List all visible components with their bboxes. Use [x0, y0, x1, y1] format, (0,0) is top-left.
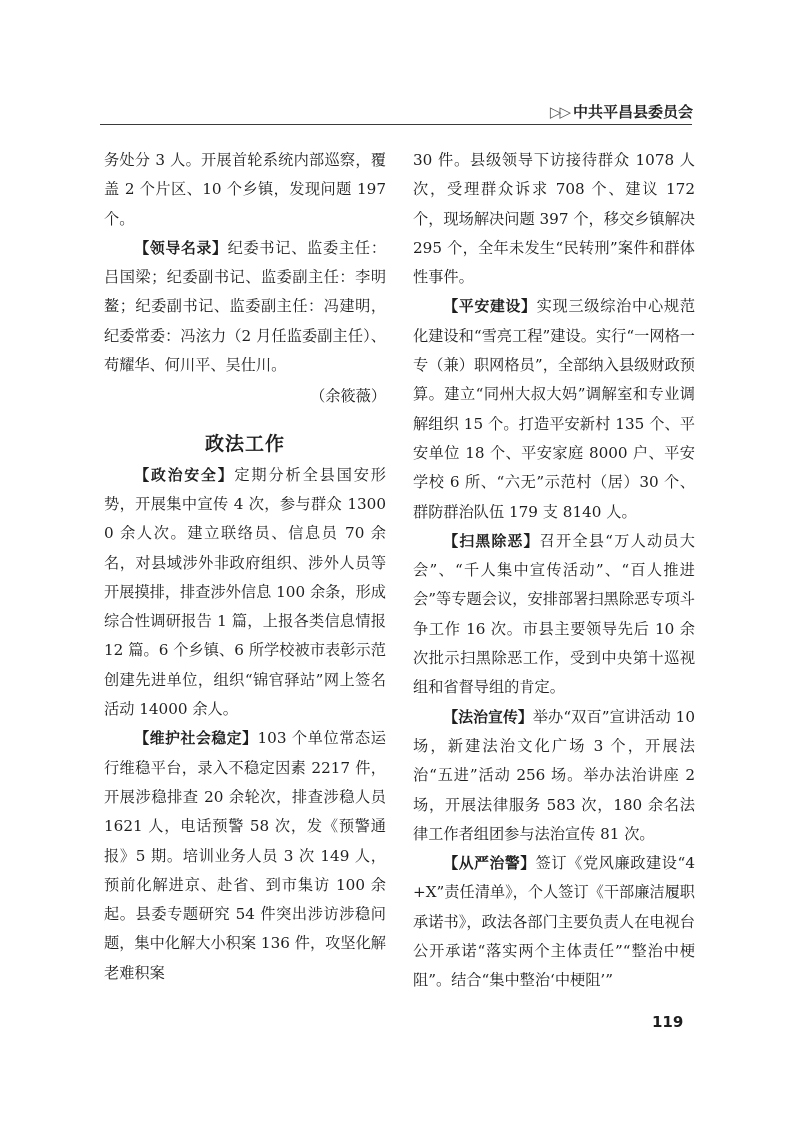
paragraph-body: 实现三级综治中心规范化建设和“雪亮工程”建设。实行“一网格一专（兼）职网格员”，全部纳入县级财政预算。建立“同州大叔大妈”调解室和专业调解组织 15 个。打造平安新村 135 个、平安单位 18 个、平安家庭 8000 户、平安学校 6 所、“六无”示范村（居）30 个、群防群治队伍 179 支 8140 人。 — [413, 297, 696, 521]
paragraph-strict-police — [413, 849, 695, 995]
paragraph-continuation: 务处分 3 人。开展首轮系统内部巡察，覆盖 2 个片区、10 个乡镇，发现问题 197 个。 — [104, 151, 386, 228]
paragraph-continuation: 30 件。县级领导下访接待群众 1078 人次，受理群众诉求 708 个、建议 172 个，现场解决问题 397 个，移交乡镇解决 295 个，全年未发生“民转刑”案件和群体性事件。 — [413, 151, 695, 287]
paragraph-heading: 【从严治警】 — [443, 855, 536, 873]
page-number: 119 — [652, 1013, 684, 1031]
paragraph-political-security — [104, 461, 386, 725]
paragraph-heading: 【领导名录】 — [134, 239, 228, 257]
paragraph-social-stability — [104, 724, 386, 988]
author-signature: （余筱薇） — [310, 387, 386, 406]
paragraph-heading: 【扫黑除恶】 — [443, 532, 540, 550]
left-column — [104, 146, 386, 988]
double-triangle-icon: ▷▷ — [549, 103, 569, 121]
paragraph-heading: 【平安建设】 — [443, 298, 537, 316]
header-divider — [100, 124, 692, 125]
paragraph-safety-construction — [413, 292, 695, 526]
paragraph-body: 103 个单位常态运行维稳平台，录入不稳定因素 2217 件，开展涉稳排查 20 余轮次，排查涉稳人员 1621 人，电话预警 58 次，发《预警通报》5 期。培训业务人员 3 次 149 人，预前化解进京、赴省、到市集访 100 余起。县委专题研究 54 件突出涉访涉稳问题，集中化解大小积案 136 件，攻坚化解老难积案 — [104, 729, 386, 982]
running-header — [550, 101, 693, 122]
section-title: 政法工作 — [204, 432, 285, 455]
header-title: 中共平昌县委员会 — [572, 103, 693, 121]
paragraph-heading: 【维护社会稳定】 — [134, 730, 258, 748]
paragraph-leader-list — [104, 234, 386, 380]
paragraph-anti-gang — [413, 527, 695, 703]
paragraph-heading: 【法治宣传】 — [443, 708, 533, 726]
paragraph-legal-publicity — [413, 703, 695, 849]
paragraph-heading: 【政治安全】 — [134, 466, 235, 484]
paragraph-body: 签订《党风廉政建设“4+X”责任清单》，个人签订《干部廉洁履职承诺书》，政法各部门主要负责人在电视台公开承诺“落实两个主体责任”“整治中梗阻”。结合“集中整治‘中梗阻’” — [413, 854, 695, 990]
right-column — [413, 146, 695, 996]
paragraph-body: 纪委书记、监委主任：吕国梁；纪委副书记、监委副主任：李明鳌；纪委副书记、监委副主任：冯建明，纪委常委：冯泫力（2 月任监委副主任）、苟耀华、何川平、吴仕川。 — [104, 238, 387, 375]
paragraph-body: 召开全县“万人动员大会”、“千人集中宣传活动”、“百人推进会”等专题会议，安排部署扫黑除恶专项斗争工作 16 次。市县主要领导先后 10 余次批示扫黑除恶工作，受到中央第十巡视组和省督导组的肯定。 — [413, 531, 695, 697]
paragraph-body: 定期分析全县国安形势，开展集中宣传 4 次，参与群众 13000 余人次。建立联络员、信息员 70 余名，对县域涉外非政府组织、涉外人员等开展摸排，排查涉外信息 100 余条，形成综合性调研报告 1 篇，上报各类信息情报 12 篇。6 个乡镇、6 所学校被市表彰示范创建先进单位，组织“锦官驿站”网上签名活动 14000 余人。 — [104, 465, 386, 719]
paragraph-body: 举办“双百”宣讲活动 10 场，新建法治文化广场 3 个，开展法治“五进”活动 256 场。举办法治讲座 2 场，开展法律服务 583 次，180 余名法律工作者组团参与法治宣传 81 次。 — [413, 707, 695, 843]
